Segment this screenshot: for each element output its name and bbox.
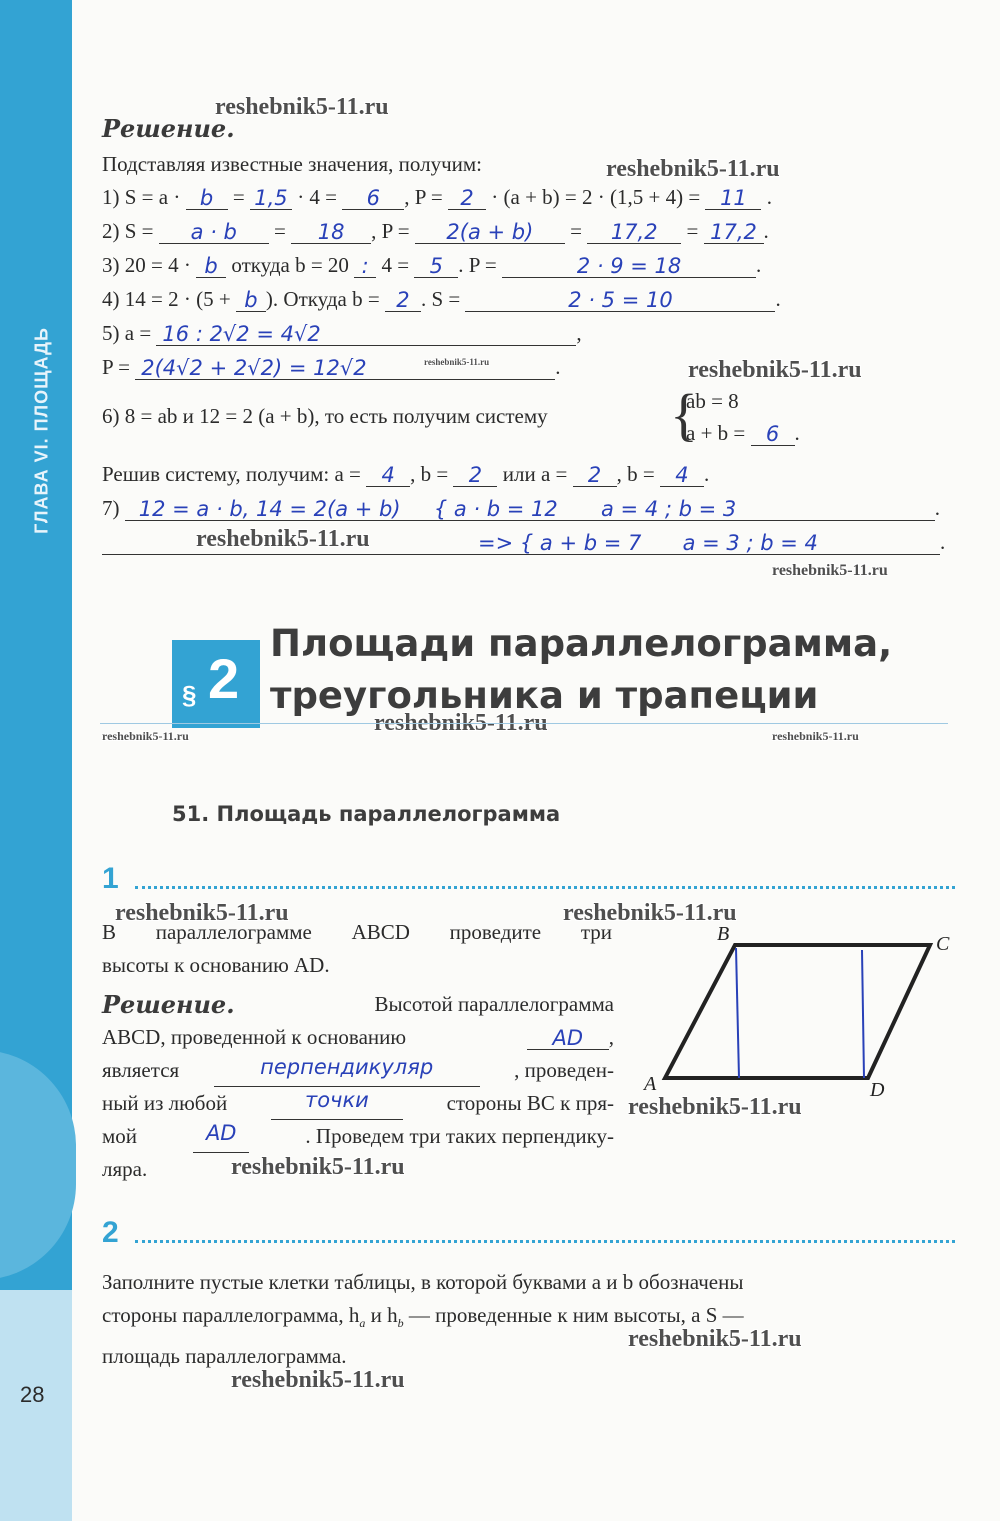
side-band	[0, 0, 72, 1521]
solution-line-2: 2) S = a · b = 18 , P = 2(a + b) = 17,2 = 17,2 .	[102, 219, 769, 244]
chapter-title: ГЛАВА VI. ПЛОЩАДЬ	[31, 327, 52, 534]
watermark: reshebnik5-11.ru	[606, 156, 780, 182]
handwritten-answer: b	[244, 288, 258, 312]
section-symbol: §	[182, 680, 197, 710]
side-decoration	[0, 1050, 76, 1280]
watermark: reshebnik5-11.ru	[115, 900, 289, 926]
page-number: 28	[20, 1382, 45, 1407]
handwritten-answer: 2(4√2 + 2√2) = 12√2	[141, 356, 367, 380]
handwritten-answer: 4	[675, 463, 689, 487]
vertex-label-b: B	[717, 923, 730, 945]
parallelogram-diagram	[640, 920, 970, 1110]
handwritten-answer: { a · b = 12	[433, 497, 558, 521]
handwritten-answer: a = 4 ; b = 3	[601, 497, 737, 521]
handwritten-answer: 6	[765, 422, 780, 446]
height-line	[736, 948, 739, 1078]
handwritten-answer: 17,2	[710, 220, 757, 244]
solution-line-6b: Решив систему, получим: a = 4 , b = 2 или a = 2 , b = 4 .	[102, 462, 710, 487]
watermark: reshebnik5-11.ru	[628, 1326, 802, 1352]
watermark: reshebnik5-11.ru	[772, 562, 888, 579]
handwritten-answer: 4	[381, 463, 395, 487]
handwritten-answer: b	[204, 254, 218, 278]
watermark: reshebnik5-11.ru	[231, 1367, 405, 1393]
handwritten-answer: 2(a + b)	[446, 220, 534, 244]
handwritten-answer: a · b	[190, 220, 237, 244]
handwritten-answer: перпендикуляр	[260, 1055, 434, 1079]
system-eq-2: a + b = 6 .	[686, 421, 800, 446]
handwritten-answer: AD	[205, 1121, 237, 1145]
system-eq-1: ab = 8	[686, 389, 739, 413]
handwritten-answer: точки	[304, 1088, 369, 1112]
handwritten-answer: 2	[587, 463, 602, 487]
solution-line-5a: 5) a = 16 : 2√2 = 4√2 ,	[102, 321, 582, 346]
task-divider	[135, 1240, 955, 1243]
intro-text: Подставляя известные значения, получим:	[102, 152, 482, 176]
task-number: 2	[102, 1216, 119, 1249]
handwritten-answer: 11	[720, 186, 747, 210]
vertex-label-d: D	[870, 1079, 885, 1101]
handwritten-answer: 18	[317, 220, 345, 244]
section-number: 2	[208, 647, 240, 710]
watermark: reshebnik5-11.ru	[196, 526, 370, 552]
task-number: 1	[102, 862, 119, 895]
vertex-label-a: A	[644, 1073, 657, 1095]
watermark: reshebnik5-11.ru	[628, 1094, 802, 1120]
handwritten-answer: 5	[429, 254, 443, 278]
task-divider	[135, 886, 955, 889]
solution-line-1: 1) S = a · b = 1,5 · 4 = 6 , P = 2 · (a + b) = 2 · (1,5 + 4) = 11 .	[102, 185, 772, 210]
subsection-title: 51. Площадь параллелограмма	[172, 802, 561, 826]
equation-system	[670, 382, 800, 448]
handwritten-answer: 2	[396, 288, 410, 312]
parallelogram-shape	[665, 945, 930, 1078]
handwritten-answer: 1,5	[254, 186, 288, 210]
solution-line-5b: P = 2(4√2 + 2√2) = 12√2 .	[102, 355, 561, 380]
handwritten-answer: 2	[468, 463, 483, 487]
handwritten-answer: 12 = a · b, 14 = 2(a + b)	[138, 497, 401, 521]
handwritten-answer: 2 · 5 = 10	[568, 288, 673, 312]
watermark: reshebnik5-11.ru	[102, 729, 189, 743]
task2-statement: Заполните пустые клетки таблицы, в которой буквами a и b обозначены стороны параллелограмма, $h_a$ и $h_b$ — проведенные к ним высоты, а S — площадь параллелограмма.	[102, 1270, 744, 1369]
solution-line-6: 6) 8 = ab и 12 = 2 (a + b), то есть получим систему	[102, 404, 548, 428]
handwritten-answer: 16 : 2√2 = 4√2	[162, 322, 321, 346]
vertex-label-c: C	[936, 933, 950, 955]
handwritten-answer: :	[361, 254, 369, 278]
section-title: Площади параллелограмма, треугольника и трапеции	[270, 622, 893, 717]
handwritten-answer: 6	[366, 186, 380, 210]
solution-line-7b: => { a + b = 7 a = 3 ; b = 4 .	[102, 528, 945, 556]
watermark: reshebnik5-11.ru	[374, 710, 548, 736]
watermark: reshebnik5-11.ru	[772, 729, 859, 743]
task1-statement: В параллелограмме ABCD проведите три высоты к основанию AD.	[102, 920, 612, 977]
height-line	[862, 950, 864, 1078]
watermark: reshebnik5-11.ru	[688, 357, 862, 383]
solution-line-7a: 7) 12 = a · b, 14 = 2(a + b) { a · b = 12 a = 4 ; b = 3 .	[102, 496, 940, 521]
watermark: reshebnik5-11.ru	[231, 1154, 405, 1180]
task1-solution: Решение. Высотой параллелограмма ABCD, проведенной к основанию AD , является перпендикуляр , проведен- ный из любой точки стороны BC к пря- мой AD . Проведем три таких перпендику- ляра.	[102, 990, 614, 1181]
section-badge	[172, 640, 260, 728]
handwritten-answer: AD	[552, 1026, 584, 1050]
section-divider	[100, 723, 948, 724]
handwritten-answer: 17,2	[610, 220, 658, 244]
solution-label: Решение.	[102, 114, 235, 143]
handwritten-answer: a = 3 ; b = 4	[682, 531, 818, 555]
solution-line-3: 3) 20 = 4 · b откуда b = 20 : 4 = 5 . P = 2 · 9 = 18 .	[102, 253, 762, 278]
watermark: reshebnik5-11.ru	[563, 900, 737, 926]
handwritten-answer: 2	[460, 186, 474, 210]
solution-line-4: 4) 14 = 2 · (5 + b ). Откуда b = 2 . S = 2 · 5 = 10 .	[102, 287, 781, 312]
handwritten-answer: 2 · 9 = 18	[576, 254, 682, 278]
watermark: reshebnik5-11.ru	[215, 94, 389, 120]
handwritten-answer: => { a + b = 7	[478, 531, 642, 555]
handwritten-answer: b	[199, 186, 214, 210]
watermark: reshebnik5-11.ru	[424, 357, 490, 367]
brace: {	[670, 382, 698, 447]
